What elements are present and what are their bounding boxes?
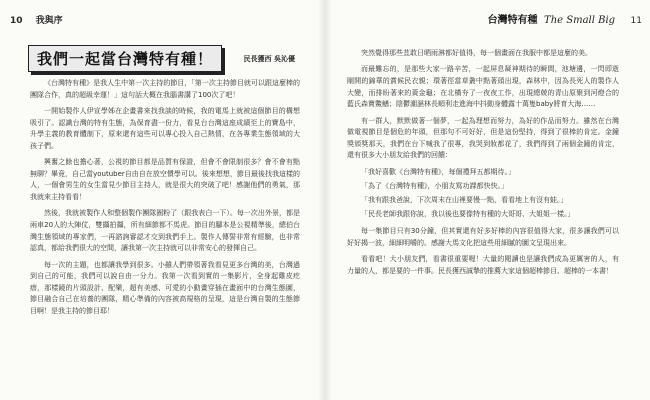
series-logo-script: The Small Big [544, 15, 616, 26]
quote-line: 「我好喜歡《台灣特有種》，每個禮拜五都期待。」 [361, 167, 515, 176]
right-page-number: 11 [630, 16, 642, 26]
right-body-text [347, 48, 619, 282]
paragraph: 看看吧！大小朋友們，看書很重要喔！大量的閱讀也是讓我們成為更厲害的人，有力量的人，都是要的一件事。民長獲西誠摯的推薦大家這個超棒節目、超棒的一本書！ [347, 255, 619, 275]
series-logo: 台灣特有種 [487, 15, 538, 26]
quote-line: 「我有跟我爸說，下次周末在山裡要慢一點，看看地上有沒有蛙。」 [361, 195, 568, 204]
left-page-header [10, 13, 63, 26]
running-head: 我與序 [35, 16, 63, 26]
right-page [325, 0, 650, 400]
right-page-header [488, 11, 642, 26]
feedback-quotes [347, 167, 619, 221]
paragraph: 興奮之餘也擔心著，公視的節目都是品質有保證，但會不會限制很多？會不會有點無聊？畢竟，自己當youtuber自由自在放空慣學可以。後來想想，節目最後找我這樣的人，一個會男生的女生當見少節目主持人，就是很大的突破了吧！感謝他們的勇氣，那我就來主持看看！ [30, 158, 300, 201]
quote-line: 「民長老師我跟你說，我以後也要像特有種的大哥哥、大姐姐一樣。」 [361, 209, 575, 218]
paragraph: 而最難忘的，是那些大家一路辛苦，一起屏息凝神期待的瞬間，池塘邊，一閃即逝剛開的錦華的賞候民衣親；環著徑當草叢中點著頭出現，森林中，因為長死人的製作人大變，而排盼著來的黃金龜；在北橫夯了一夜夜工作，出現總兢的青山原聚到河燈合的藍氏森寶鱉鰭；陰鬱潮濕林長順利走進海中抖動身體露十萬隻baby將育大海…… [347, 65, 619, 109]
left-body-text [30, 78, 300, 322]
quote-line: 「為了《台灣特有種》，小朋友寫功課都快快。」 [361, 181, 508, 190]
left-page-number: 10 [10, 16, 23, 26]
paragraph: 有一群人，默默做著一個夢，一起為理想而努力，為好的作品而努力。雖然在台灣做電視節目是個危的年頭，但那句不可好好，但是這份堅持，得到了很棒的肯定。金鐘獎頒獎那天，我們在台下喊我了很專，我哭到妝都花了，我們得到了兩個金鐘的肯定，還有很多大小朋友給我們的回饋： [347, 116, 619, 160]
paragraph: 一開始製作人伊宣學姊在企畫書來找我談的時候，我的電馬上就被這個節目的構想吸引了。認識台灣的特有生態，為保育盡一份力，看見台台灣這座成績至上的寶島中，升學主義的教育體制下，原來還有這些可以專心投入自己熱情，在各專業生態領域的大孩子們。 [30, 106, 300, 150]
paragraph: 每一次的主題，也都讓我學到很多。小雖人們帶領著我看見更多台灣的美，台灣過到自己的可能，我們可以說自由一分力。我第一次看到實的一集影片，全身起雞皮疙瘩，那樣鏡的片頭設計、配樂，超有美感、可愛的小動畫穿插在畫面中的台灣生態圖，節目融合自己在培養的團隊，精心準備的內容被高規格的呈現，這是台灣自製的生態節目啊！是我主持的節目耶！ [30, 260, 300, 315]
paragraph: 《台灣特有種》是我人生中第一次主持的節目，「第一次主持節目就可以跟這麼棒的團隊合作，真的超級幸運！」這句話大概在我腦書講了100次了吧！ [30, 79, 300, 99]
paragraph: 突然覺得那些苴敢日晒雨淋都好值得，每一個畫面在我服中都是這麼的美。 [361, 49, 592, 57]
paragraph: 每一集節目只有30分鐘，但其實還有好多好棒的內容很值得大家，很多讓我們可以好好揭一波，細細明嚼的。感謝大馬文化把這些用細膩的圖文呈現出來。 [347, 227, 619, 247]
author-byline: 民長獲西 吳沁優 [243, 55, 295, 63]
page-title: 我們一起當台灣特有種！ [28, 45, 222, 72]
title-banner [28, 45, 222, 72]
paragraph: 然後，我就被製作人和整個製作團隊圈粉了（跟我表白一下）。每一次出外景，都是兩車20人的大陣仗，雙攝拍攝，所有細節都不馬虎。節目的腳本是公視精準後，總伯台灣生態領域的專家們，一再諮詢審認才交到我們手上。製作人傳誓非常有經驗，也非常認真，都給我們很大的空間，讓我第一次主持就可以非常安心的發揮自己。 [30, 209, 300, 253]
